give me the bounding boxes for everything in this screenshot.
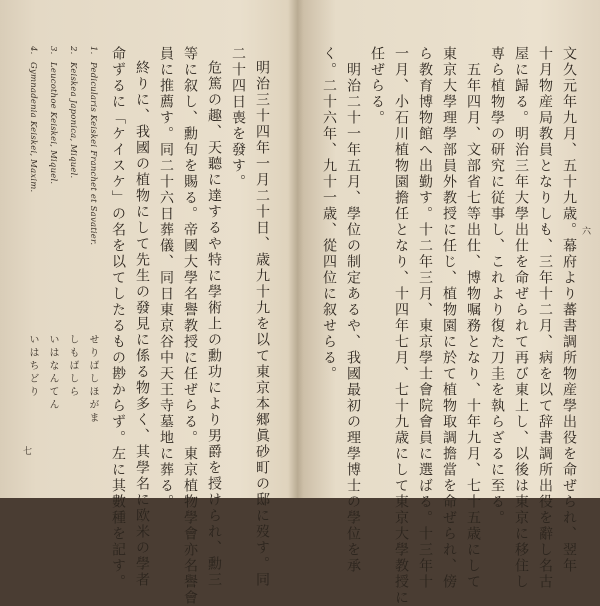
- page-number: 六: [580, 226, 590, 235]
- species-latin-name: Gymnadenia Keiskei, Maxim.: [28, 62, 38, 193]
- species-japanese-name: しもばしら: [67, 334, 78, 399]
- species-japanese-name: いはなんてん: [47, 334, 58, 412]
- text-column: 任ぜらる。: [369, 46, 385, 126]
- page-number: 七: [21, 446, 31, 455]
- species-latin-name: Keiskea Japonica, Miquel.: [68, 62, 78, 179]
- right-page: [303, 0, 600, 606]
- text-column: ら教育博物館へ出勤す。十二年三月、東京學士會院會員に選ばる。十三年十: [417, 46, 433, 590]
- text-column: 員に推薦す。同二十六日葬儀、同日東京谷中天王寺墓地に葬る。: [158, 46, 174, 510]
- text-column: 文久元年九月、五十九歳。幕府より蕃書調所物産學出役を命ぜられ、翌年: [561, 46, 577, 574]
- text-column: 屋に歸る。明治三年大學出仕を命ぜられて再び東上し、以後は東京に移住し: [513, 46, 529, 590]
- species-number: 2.: [68, 46, 78, 55]
- text-column: 二十四日喪を發す。: [230, 46, 246, 190]
- text-column: 危篤の趣、天聽に達するや特に學術上の勳功により男爵を授けられ、勳三: [206, 60, 222, 588]
- text-column: く。二十六年、九十一歳、從四位に叙せらる。: [321, 46, 337, 382]
- text-column: 明治二十一年五月、學位の制定あるや、我國最初の理學博士の學位を承: [345, 62, 361, 574]
- left-page: [0, 0, 297, 606]
- text-column: 明治三十四年一月二十日、歳九十九を以て東京本郷眞砂町の邸に歿す。同: [254, 60, 270, 588]
- text-column: 十月物産局教員となりしも、三年十二月、病を以て辞書調所出役を辭し名古: [537, 46, 553, 590]
- species-number: 3.: [48, 46, 58, 55]
- text-column: 東京大學理學部員外教授に任じ、植物園に於て植物取調擔當を命ぜられ、傍: [441, 46, 457, 590]
- species-latin-name: Leucothoe Keiskei, Miquel.: [48, 62, 58, 185]
- text-column: 終りに、我國の植物にして先生の發見に係る物多く、其學名に欧米の學者: [134, 60, 150, 588]
- species-latin-name: Pedicularis Keiskei Franchet et Savatier.: [88, 62, 98, 246]
- species-number: 1.: [88, 46, 98, 55]
- species-number: 4.: [28, 46, 38, 55]
- text-column: 一月、小石川植物園擔任となり、十四年七月、七十九歳にして東京大學教授に: [393, 46, 409, 606]
- text-column: 命ずるに「ケイスケ」の名を以てしたるもの尠からず。左に其數種を記す。: [110, 46, 126, 590]
- text-column: 五年四月、文部省七等出仕、博物嘱務となり、十年九月、七十五歳にして: [465, 62, 481, 590]
- text-column: 等に叙し、勳旬を賜る。帝國大學名譽教授に任ぜらる。東京植物學會亦名譽會: [182, 46, 198, 606]
- species-japanese-name: せりばしほがま: [87, 334, 98, 425]
- species-japanese-name: いはちどり: [27, 334, 38, 399]
- text-column: 専ら植物學の研究に従事し、これより復た刀圭を執らざるに至る。: [489, 46, 505, 526]
